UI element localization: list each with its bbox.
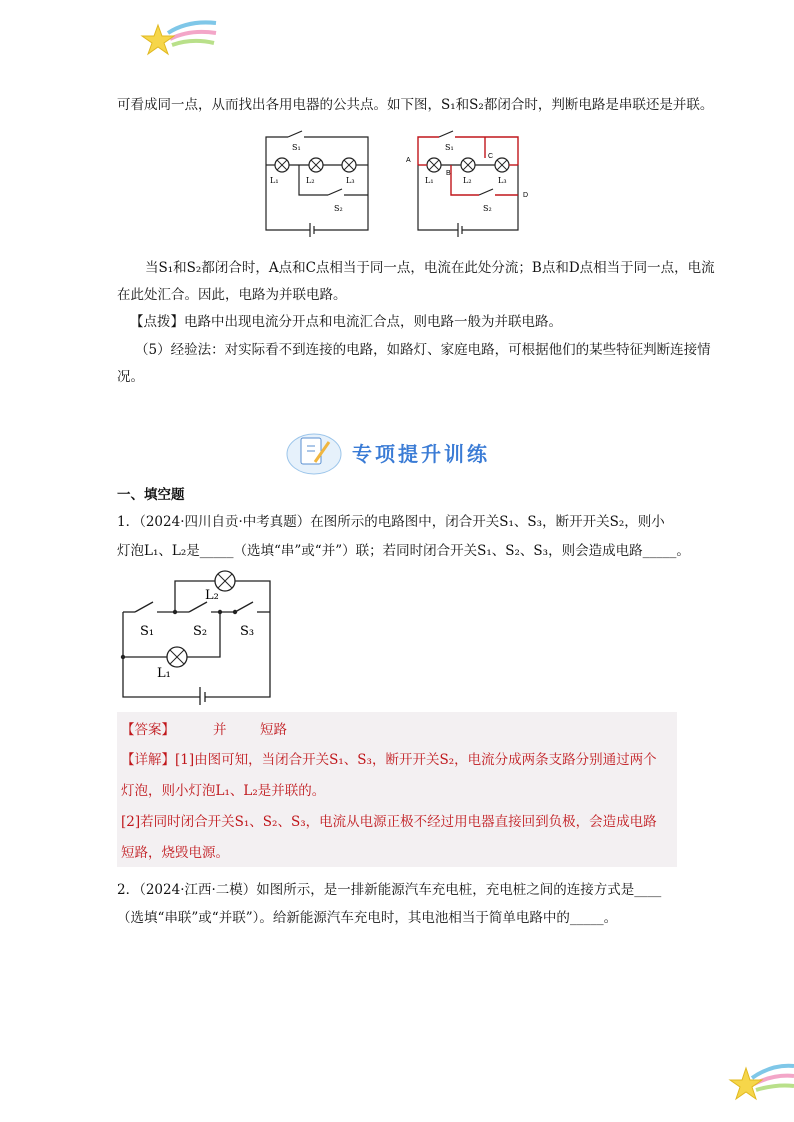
- detail-text: 短路，烧毁电源。: [121, 845, 229, 861]
- label-l2: L₂: [205, 588, 219, 603]
- question-2-text: 2．（2024·江西·二模）如图所示，是一排新能源汽车充电桩，充电桩之间的连接方式是____: [117, 882, 662, 898]
- label-s2: S₂: [483, 204, 492, 213]
- label-d: D: [523, 192, 529, 199]
- detail-text: 灯泡，则小灯泡L₁、L₂是并联的。: [121, 783, 326, 799]
- question-1-text: 灯泡L₁、L₂是_____（选填“串”或“并”）联；若同时闭合开关S₁、S₂、S₃，则会造成电路_____。: [117, 543, 690, 559]
- label-l1: L₁: [270, 176, 279, 185]
- tip-text: 【点拨】电路中出现电流分开点和电流汇合点，则电路一般为并联电路。: [130, 314, 562, 330]
- intro-text: 可看成同一点，从而找出各用电器的公共点。如下图，S₁和S₂都闭合时，判断电路是串联还是并联。: [117, 97, 714, 113]
- label-l2: L₂: [463, 176, 472, 185]
- label-s3: S₃: [240, 624, 255, 639]
- answer-label: 【答案】: [121, 722, 175, 738]
- label-s2: S₂: [334, 204, 343, 213]
- label-c: C: [488, 153, 494, 160]
- answer-1: 并: [213, 722, 227, 738]
- shooting-star-icon: [722, 1058, 794, 1108]
- label-l3: L₃: [498, 176, 507, 185]
- answer-2: 短路: [260, 722, 287, 738]
- label-l2: L₂: [306, 176, 315, 185]
- label-s1: S₁: [140, 624, 155, 639]
- label-l1: L₁: [425, 176, 434, 185]
- para-line: 在此处汇合。因此，电路为并联电路。: [117, 287, 347, 303]
- label-s1: S₁: [445, 143, 454, 152]
- label-a: A: [406, 157, 411, 164]
- question-2-text: （选填“串联”或“并联”）。给新能源汽车充电时，其电池相当于简单电路中的_____。: [117, 910, 618, 926]
- detail-text: 【详解】[1]由图可知，当闭合开关S₁、S₃，断开开关S₂，电流分成两条支路分别通过两个: [121, 752, 657, 768]
- para-line: 当S₁和S₂都闭合时，A点和C点相当于同一点，电流在此处分流；B点和D点相当于同一点，电流: [145, 260, 715, 276]
- label-l1: L₁: [157, 666, 171, 681]
- detail-text: [2]若同时闭合开关S₁、S₂、S₃，电流从电源正极不经过用电器直接回到负极，会造成电路: [121, 814, 657, 830]
- training-badge-icon: [285, 428, 343, 476]
- shooting-star-icon: [138, 15, 218, 60]
- label-b: B: [446, 170, 451, 177]
- method-line: 况。: [117, 369, 144, 385]
- circuit-diagram-q1: [115, 565, 285, 705]
- method-line: （5）经验法：对实际看不到连接的电路，如路灯、家庭电路，可根据他们的某些特征判断连接情: [135, 342, 711, 358]
- label-s1: S₁: [292, 143, 301, 152]
- section-heading: 一、填空题: [117, 487, 185, 503]
- circuit-diagram-left: [258, 125, 378, 240]
- label-s2: S₂: [193, 624, 208, 639]
- label-l3: L₃: [346, 176, 355, 185]
- circuit-diagram-right: [403, 125, 538, 240]
- section-title: 专项提升训练: [352, 442, 490, 466]
- question-1-text: 1．（2024·四川自贡·中考真题）在图所示的电路图中，闭合开关S₁、S₃，断开开关S₂，则小: [117, 514, 665, 530]
